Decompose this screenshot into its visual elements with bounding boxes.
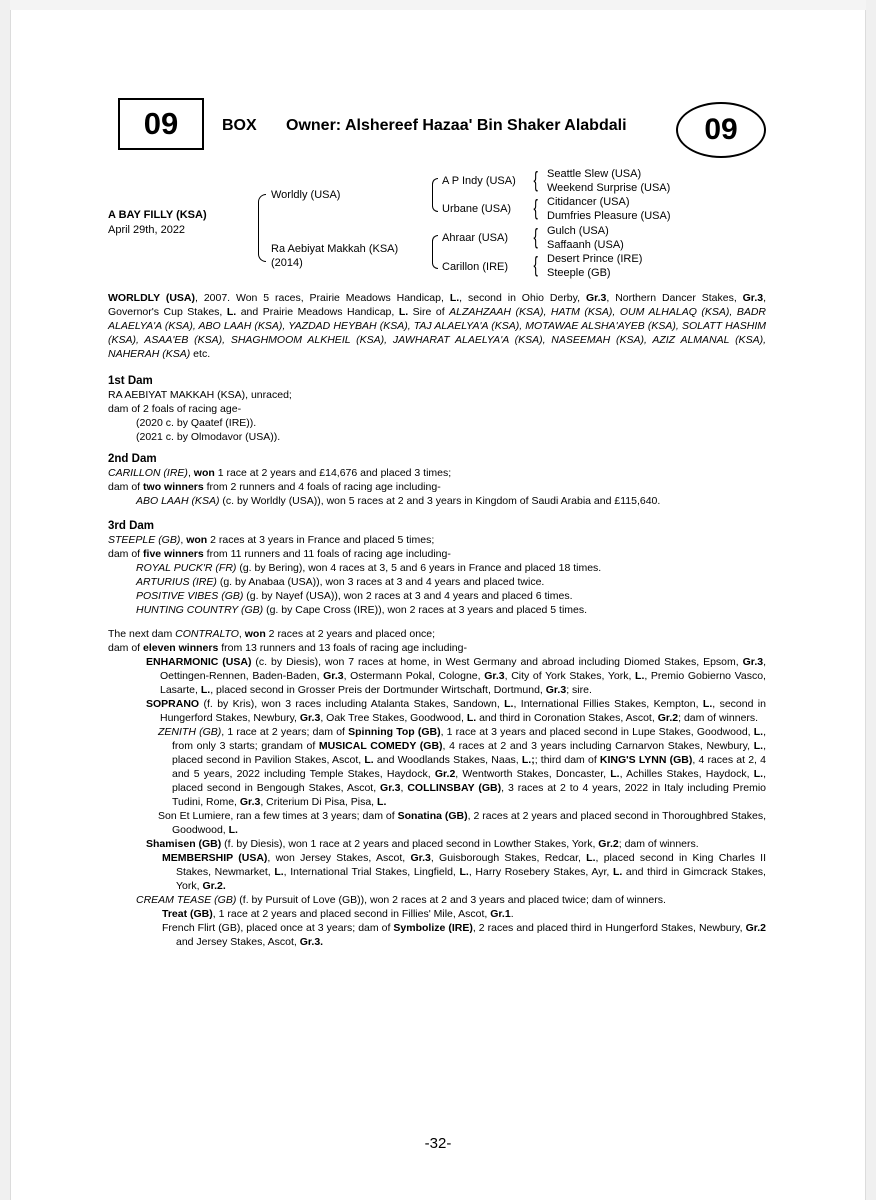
pedigree-brace-g3-1: { [533,167,538,192]
sire-progeny: ALZAHZAAH (KSA), HATM (KSA), OUM ALHALAQ (KSA), BADR ALAELYA'A (KSA), ABO LAAH (KSA), YAZDAD HEYBAH (KSA), TAJ ALAELYA'A (KSA), MOTAWAE ALSHA'AYEB (KSA), SOLATT HASHIM (KSA), ASAA'EB (KSA), SHAGHMOOM ALKHEIL (KSA), JAWHARAT ALAELYA'A (KSA), NASEEMAH (KSA), AZIZ ALMANAL (KSA), NAHERAH (KSA) [108,306,767,360]
pedigree-g3-8: Steeple (GB) [547,267,611,279]
second-dam-progeny-1: ABO LAAH (KSA) (c. by Worldly (USA)), won 5 races at 2 and 3 years in Kingdom of Saudi Arabia and £115,640. [136,495,661,507]
box-label: BOX [222,117,257,134]
first-dam-foal-1: (2020 c. by Qaatef (IRE)). [136,417,257,429]
pedigree-brace-main [258,194,266,262]
page-edge-right [865,0,876,1200]
pedigree-brace-g3-4: { [533,252,538,277]
lot-number: 09 [143,106,179,141]
pedigree-g3-2: Weekend Surprise (USA) [547,182,671,194]
first-dam-line: RA AEBIYAT MAKKAH (KSA), unraced; [108,389,292,401]
progeny-zenith: ZENITH (GB), 1 race at 2 years; dam of Spinning Top (GB), 1 race at 3 years and placed second in Lupe Stakes, Goodwood, L., from only 3 starts; grandam of MUSICAL COMEDY (GB), 4 races at 2 and 3 years including Carnarvon Stakes, Newbury, L., placed second in Pavilion Stakes, Ascot, L. and Woodlands Stakes, Naas, L.;; third dam of KING'S LYNN (GB), 4 races at 2, 4 and 5 years, 2022 including Temple Stakes, Haydock, Gr.2, Wentworth Stakes, Doncaster, L., Achilles Stakes, Haydock, L., placed second in Bengough Stakes, Ascot, Gr.3, COLLINSBAY (GB), 3 races at 2 to 4 years, 2022 in Italy including Premio Tudini, Rome, Gr.3, Criterium Di Pisa, Pisa, L. [158,726,767,808]
third-dam-progeny-1: ROYAL PUCK'R (FR) (g. by Bering), won 4 races at 3, 5 and 6 years in France and placed 18 times. [136,562,602,574]
progeny-son-et-lumiere: Son Et Lumiere, ran a few times at 3 years; dam of Sonatina (GB), 2 races at 2 years and placed second in Thoroughbred Stakes, Goodwood, L. [158,810,767,836]
second-dam-heading: 2nd Dam [108,453,157,465]
next-dam-line: The next dam CONTRALTO, won 2 races at 2 years and placed once; [108,628,436,640]
pedigree-g3-5: Gulch (USA) [547,225,609,237]
first-dam-section [108,374,766,444]
horse-name: A BAY FILLY (KSA) [108,209,207,221]
pedigree-g3-3: Citidancer (USA) [547,196,630,208]
pedigree-g3-1: Seattle Slew (USA) [547,168,642,180]
pedigree-dam-year: (2014) [271,257,303,269]
pedigree-brace-g3-2: { [533,195,538,220]
lot-number-box [118,98,204,150]
pedigree-dam: Ra Aebiyat Makkah (KSA) [271,243,399,255]
owner-label: Owner: Alshereef Hazaa' Bin Shaker Alabdali [286,117,627,134]
pedigree-brace-sire [432,178,438,212]
pedigree-g3-6: Saffaanh (USA) [547,239,624,251]
pedigree-g3-7: Desert Prince (IRE) [547,253,643,265]
sire-paragraph: WORLDLY (USA), 2007. Won 5 races, Prairie Meadows Handicap, L., second in Ohio Derby, Gr.3, Northern Dancer Stakes, Gr.3, Governor's Cup Stakes, L. and Prairie Meadows Handicap, L. Sire of ALZAHZAAH (KSA), HATM (KSA), OUM ALHALAQ (KSA), BADR ALAELYA'A (KSA), ABO LAAH (KSA), YAZDAD HEYBAH (KSA), TAJ ALAELYA'A (KSA), MOTAWAE ALSHA'AYEB (KSA), SOLATT HASHIM (KSA), ASAA'EB (KSA), SHAGHMOOM ALKHEIL (KSA), JAWHARAT ALAELYA'A (KSA), NASEEMAH (KSA), AZIZ ALMANAL (KSA), NAHERAH (KSA) etc. [108,292,767,360]
pedigree-sire-dam: Urbane (USA) [442,203,512,215]
third-dam-progeny-3: POSITIVE VIBES (GB) (g. by Nayef (USA)), won 2 races at 3 and 4 years and placed 6 times. [136,590,573,602]
next-dam-section [108,627,766,949]
progeny-treat: Treat (GB), 1 race at 2 years and placed second in Fillies' Mile, Ascot, Gr.1. [162,908,514,920]
progeny-french-flirt: French Flirt (GB), placed once at 3 years; dam of Symbolize (IRE), 2 races and placed third in Hungerford Stakes, Newbury, Gr.2 and Jersey Stakes, Ascot, Gr.3. [162,922,766,948]
third-dam-progeny-2: ARTURIUS (IRE) (g. by Anabaa (USA)), won 3 races at 3 and 4 years and placed twice. [136,576,545,588]
third-dam-line: STEEPLE (GB), won 2 races at 3 years in France and placed 5 times; [108,534,435,546]
sire-name: WORLDLY (USA) [108,292,195,304]
progeny-cream-tease: CREAM TEASE (GB) (f. by Pursuit of Love (GB)), won 2 races at 2 and 3 years and placed twice; dam of winners. [136,894,666,906]
third-dam-heading: 3rd Dam [108,520,155,532]
page-edge-left [0,0,11,1200]
progeny-membership: MEMBERSHIP (USA), won Jersey Stakes, Ascot, Gr.3, Guisborough Stakes, Redcar, L., placed second in King Charles II Stakes, Newmarket, L., International Trial Stakes, Lingfield, L., Harry Rosebery Stakes, Ayr, L. and third in Gimcrack Stakes, York, Gr.2. [162,852,766,892]
pedigree-sire: Worldly (USA) [271,189,341,201]
second-dam-line: CARILLON (IRE), won 1 race at 2 years and £14,676 and placed 3 times; [108,467,452,479]
pedigree-dam-sire: Ahraar (USA) [442,232,509,244]
third-dam-section [108,519,766,617]
first-dam-foals: dam of 2 foals of racing age- [108,403,242,415]
lot-number-right: 09 [704,113,738,146]
first-dam-heading: 1st Dam [108,375,153,387]
third-dam-winners: dam of five winners from 11 runners and 11 foals of racing age including- [108,548,451,560]
progeny-enharmonic: ENHARMONIC (USA) (c. by Diesis), won 7 races at home, in West Germany and abroad including Diomed Stakes, Epsom, Gr.3, Oettingen-Rennen, Baden-Baden, Gr.3, Ostermann Pokal, Cologne, Gr.3, City of York Stakes, York, L., Premio Gobierno Vasco, Lasarte, L., placed second in Grosser Preis der Dortmunder Wirtschaft, Dortmund, Gr.3; sire. [146,656,766,696]
page-edge-top [10,0,866,10]
horse-foaled: April 29th, 2022 [108,224,186,236]
page-number: -32- [424,1135,452,1152]
pedigree-brace-g3-3: { [533,224,538,249]
third-dam-progeny-4: HUNTING COUNTRY (GB) (g. by Cape Cross (IRE)), won 2 races at 3 years and placed 5 times. [136,604,588,616]
progeny-soprano: SOPRANO (f. by Kris), won 3 races including Atalanta Stakes, Sandown, L., International Fillies Stakes, Kempton, L., second in Hungerford Stakes, Newbury, Gr.3, Oak Tree Stakes, Goodwood, L. and third in Coronation Stakes, Ascot, Gr.2; dam of winners. [146,698,766,724]
first-dam-foal-2: (2021 c. by Olmodavor (USA)). [136,431,281,443]
next-dam-winners: dam of eleven winners from 13 runners and 13 foals of racing age including- [108,642,467,654]
pedigree-g3-4: Dumfries Pleasure (USA) [547,210,671,222]
lot-number-oval [676,102,766,158]
second-dam-winners: dam of two winners from 2 runners and 4 foals of racing age including- [108,481,441,493]
second-dam-section [108,452,766,508]
pedigree-sire-sire: A P Indy (USA) [442,175,516,187]
progeny-shamisen: Shamisen (GB) (f. by Diesis), won 1 race at 2 years and placed second in Lowther Stakes, York, Gr.2; dam of winners. [146,838,699,850]
pedigree-dam-dam: Carillon (IRE) [442,261,509,273]
pedigree-brace-dam [432,235,438,269]
